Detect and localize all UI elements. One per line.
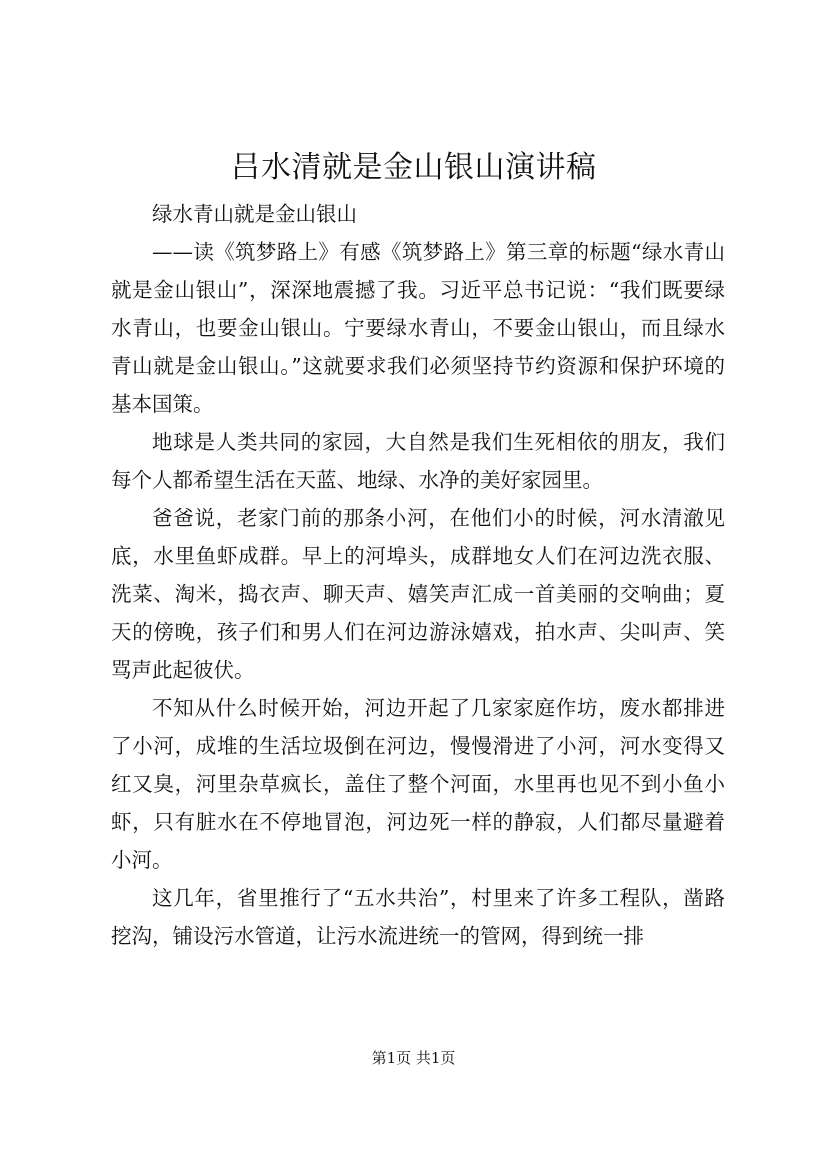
document-title: 吕水清就是金山银山演讲稿	[230, 150, 597, 185]
paragraph-subtitle: 绿水青山就是金山银山	[152, 202, 357, 226]
paragraph-river-past: 爸爸说，老家门前的那条小河，在他们小的时候，河水清澈见底，水里鱼虾成群。早上的河埠头，成群地女人们在河边洗衣服、洗菜、淘米，捣衣声、聊天声、嬉笑声汇成一首美丽的交响曲；夏天的傍晚，孩子们和男人们在河边游泳嬉戏，拍水声、尖叫声、笑骂声此起彼伏。	[111, 506, 725, 682]
paragraph-river-polluted: 不知从什么时候开始，河边开起了几家家庭作坊，废水都排进了小河，成堆的生活垃圾倒在河边，慢慢滑进了小河，河水变得又红又臭，河里杂草疯长，盖住了整个河面，水里再也见不到小鱼小虾，只有脏水在不停地冒泡，河边死一样的静寂，人们都尽量避着小河。	[111, 696, 725, 872]
paragraph-earth: 地球是人类共同的家园，大自然是我们生死相依的朋友，我们每个人都希望生活在天蓝、地绿、水净的美好家园里。	[111, 430, 725, 492]
paragraph-five-water: 这几年，省里推行了“五水共治”，村里来了许多工程队，凿路挖沟，铺设污水管道，让污水流进统一的管网，得到统一排	[111, 886, 725, 948]
paragraph-intro: ——读《筑梦路上》有感《筑梦路上》第三章的标题“绿水青山就是金山银山”，深深地震撼了我。习近平总书记说：“我们既要绿水青山，也要金山银山。宁要绿水青山，不要金山银山，而且绿水青山就是金山银山。”这就要求我们必须坚持节约资源和保护环境的基本国策。	[111, 240, 725, 416]
document-body	[111, 195, 725, 955]
page-footer: 第1页 共1页	[371, 1049, 456, 1067]
